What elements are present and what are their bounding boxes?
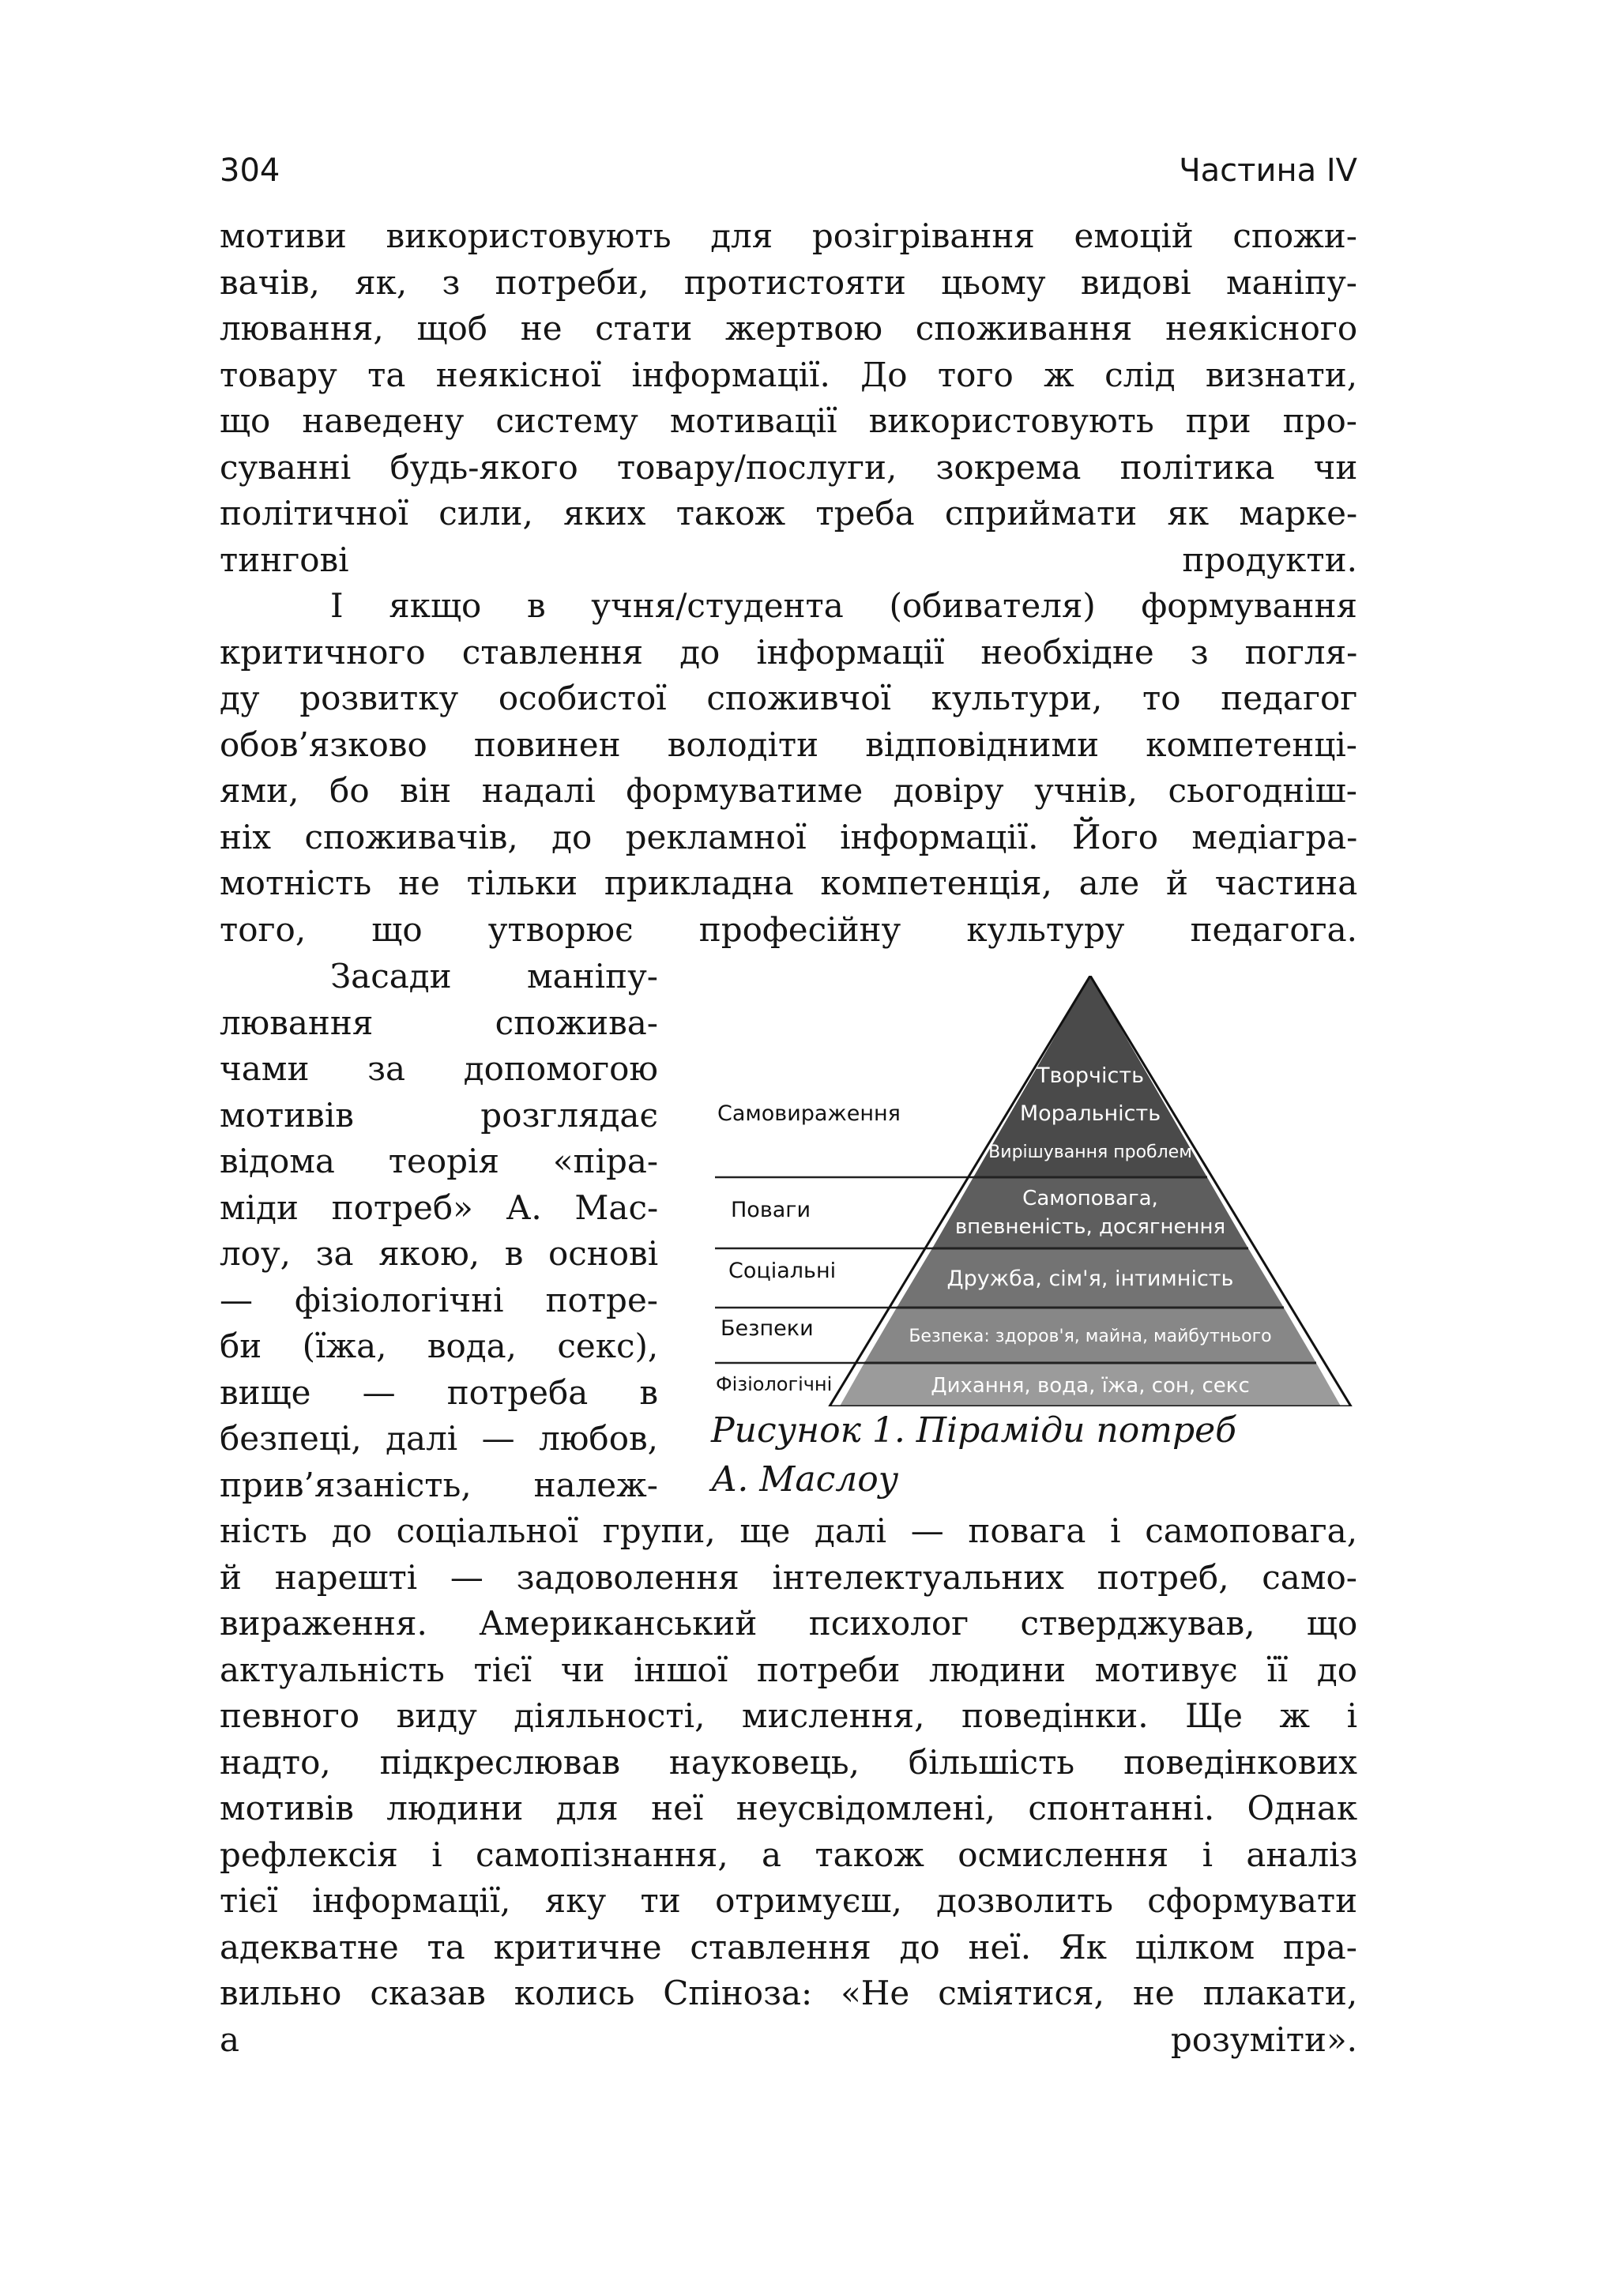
level-name-esteem: Поваги xyxy=(731,1198,811,1222)
text-line: ями, бо він надалі формуватиме довіру учнів, сьогодніш- xyxy=(220,771,1357,810)
level-name-social: Соціальні xyxy=(728,1259,837,1283)
text-line: мотивів людини для неї неусвідомлені, спонтанні. Однак xyxy=(220,1789,1358,1827)
text-line: тієї інформації, яку ти отримуєш, дозволить сформувати xyxy=(220,1881,1358,1920)
text-line: — фізіологічні потре- xyxy=(220,1280,658,1319)
part-title: Частина IV xyxy=(1179,152,1357,189)
tier-label: Творчість xyxy=(1036,1063,1145,1088)
figure-caption xyxy=(711,1406,1359,1504)
text-line: І якщо в учня/студента (обивателя) формування xyxy=(330,586,1357,625)
tier-label: Дружба, сім'я, інтимність xyxy=(946,1267,1234,1291)
tier-label: Самоповага, xyxy=(1022,1187,1158,1210)
page-number: 304 xyxy=(220,152,280,189)
text-line: безпеці, далі — любов, xyxy=(220,1419,658,1458)
text-line: надто, підкреслював науковець, більшість поведінкових xyxy=(220,1742,1357,1782)
caption-line: Рисунок 1. Піраміди потреб xyxy=(711,1410,1237,1451)
text-line: товару та неякісної інформації. До того ж слід визнати, xyxy=(220,355,1358,394)
caption-line: А. Маслоу xyxy=(711,1459,899,1500)
paragraph-3-wide xyxy=(220,1508,1357,2063)
text-line: а розуміти». xyxy=(220,2019,1357,2059)
tier-label: Вирішування проблем xyxy=(988,1142,1192,1162)
text-line: прив’язаність, належ- xyxy=(220,1465,658,1504)
text-line: відома теорія «пірa- xyxy=(220,1142,659,1180)
tier-label: Дихання, вода, їжа, сон, секс xyxy=(931,1374,1250,1398)
level-name-safety: Безпеки xyxy=(721,1316,814,1341)
text-line: політичної сили, яких також треба сприймати як марке- xyxy=(220,494,1358,533)
text-line: й нарешті — задоволення інтелектуальних потреб, само- xyxy=(220,1557,1357,1597)
text-line: лоу, за якою, в основі xyxy=(220,1234,659,1273)
text-line: обов’язково повинен володіти відповідними компетенці- xyxy=(220,725,1357,764)
text-line: вачів, як, з потреби, протистояти цьому видові маніпу- xyxy=(220,262,1357,302)
text-line: міди потреб» А. Мас- xyxy=(220,1188,659,1227)
text-line: вильно сказав колись Спіноза: «Не сміятися, не плакати, xyxy=(220,1974,1358,2012)
text-line: ніх споживачів, до рекламної інформації. Його медіагра- xyxy=(220,817,1358,856)
text-line: би (їжа, вода, секс), xyxy=(220,1327,659,1365)
text-line: актуальність тієї чи іншої потреби людини мотивує її до xyxy=(220,1650,1357,1689)
paragraph-2 xyxy=(220,583,1357,953)
tier-label: Безпека: здоров'я, майна, майбутнього xyxy=(909,1327,1272,1346)
text-line: лювання спожива- xyxy=(220,1003,658,1042)
text-line: мотиви використовують для розігрівання емоцій спожи- xyxy=(220,216,1357,255)
page-header xyxy=(220,147,1357,194)
text-line: мотивів розглядає xyxy=(220,1095,658,1135)
text-line: того, що утворює професійну культуру педагога. xyxy=(220,909,1357,949)
pyramid-diagram xyxy=(711,976,1359,1406)
text-line: лювання, щоб не стати жертвою споживання неякісного xyxy=(220,309,1358,348)
text-line: адекватне та критичне ставлення до неї. Як цілком пра- xyxy=(220,1927,1357,1967)
tier-label: Моральність xyxy=(1019,1101,1161,1126)
text-line: Засади маніпу- xyxy=(330,957,658,996)
text-line: вираження. Американський психолог стверджував, що xyxy=(220,1604,1358,1643)
level-name-self-actualization: Самовираження xyxy=(717,1101,901,1126)
level-name-physiological: Фізіологічні xyxy=(716,1373,833,1395)
text-line: мотність не тільки прикладна компетенція, але й частина xyxy=(220,864,1358,902)
text-line: що наведену систему мотивації використовують при про- xyxy=(220,401,1357,440)
text-line: певного виду діяльності, мислення, поведінки. Ще ж і xyxy=(220,1696,1357,1735)
text-line: суванні будь-якого товару/послуги, зокрема політика чи xyxy=(220,447,1358,487)
text-line: чами за допомогою xyxy=(220,1049,658,1088)
maslow-pyramid-figure xyxy=(711,976,1359,1509)
text-line: рефлексія і самопізнання, а також осмислення і аналіз xyxy=(220,1835,1358,1874)
paragraph-1 xyxy=(220,213,1357,583)
text-line: ду розвитку особистої споживчої культури, то педагог xyxy=(220,679,1358,717)
text-line: критичного ставлення до інформації необхідне з погля- xyxy=(220,632,1358,672)
text-line: тингові продукти. xyxy=(220,540,1357,579)
text-line: ність до соціальної групи, ще далі — повага і самоповага, xyxy=(220,1511,1358,1550)
paragraph-3-narrow xyxy=(220,954,658,1508)
text-line: вище — потреба в xyxy=(220,1372,658,1412)
tier-label: впевненість, досягнення xyxy=(954,1215,1226,1239)
